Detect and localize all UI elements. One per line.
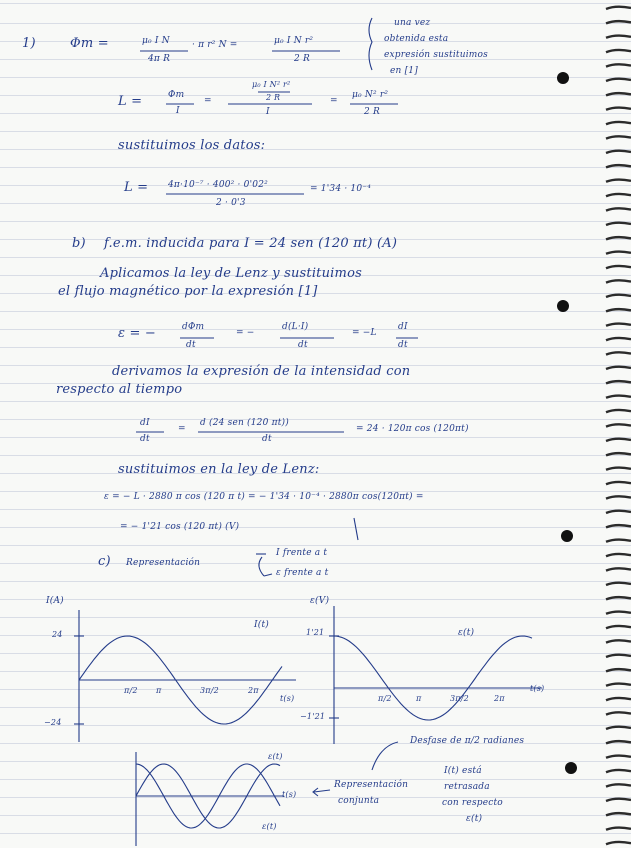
graph2-y-max: 1'21 (306, 628, 325, 637)
dIdt-f-num: d (24 sen (120 πt)) (200, 418, 289, 428)
graph2-y-label: ε(V) (310, 596, 330, 606)
desfase-note: Desfase de π/2 radianes (410, 736, 525, 746)
frac2-den: 2 R (294, 54, 310, 64)
L-frac2-num-top: μ₀ I N² r² (252, 80, 291, 89)
graph1-curve-label: I(t) (254, 620, 269, 630)
subst-lenz: sustituimos en la ley de Lenz: (118, 462, 320, 477)
graph2-x-label: t(s) (530, 684, 545, 693)
section-c-marker: c) (98, 554, 111, 569)
L-eq2: = (330, 96, 338, 106)
lag-line-2: retrasada (444, 782, 490, 792)
graph2-tick-2pi: 2π (494, 694, 505, 703)
dIdt-eq: = (178, 424, 186, 434)
eps-f1-num: dΦm (182, 322, 205, 332)
dIdt-f-den: dt (262, 434, 272, 444)
note-line-3: expresión sustituimos (384, 50, 488, 60)
brace-E: ε frente a t (276, 568, 329, 578)
L-frac2-den: I (266, 107, 270, 117)
L-frac2-num-den: 2 R (266, 93, 281, 102)
L-frac3-den: 2 R (364, 107, 380, 117)
eps-lhs: ε = − (118, 326, 157, 341)
representation-title: Representación (126, 558, 201, 568)
graph1-y-min: −24 (44, 718, 62, 727)
phi-lhs: Φm = (70, 36, 109, 51)
graph3-E-bottom: ε(t) (262, 822, 277, 831)
eps-f2-den: dt (298, 340, 308, 350)
part-b-line-1: Aplicamos la ley de Lenz y sustituimos (100, 266, 362, 281)
graph2-tick-pi: π (416, 694, 422, 703)
dIdt-num: dI (140, 418, 150, 428)
eps-f1-den: dt (186, 340, 196, 350)
lag-line-1: I(t) está (444, 766, 482, 776)
subst-text: sustituimos los datos: (118, 138, 266, 153)
note-line-1: una vez (394, 18, 431, 28)
graph1-tick-pi-2: π/2 (124, 686, 138, 695)
graph1-tick-3pi-2: 3π/2 (200, 686, 219, 695)
L-frac3-num: μ₀ N² r² (352, 90, 389, 100)
eps-eq1: = − (236, 328, 255, 338)
L-lhs: L = (118, 94, 143, 109)
section-b-marker: b) (72, 236, 86, 251)
times-pi-r2: · π r² N = (192, 40, 238, 50)
eps-eq2: = −L (352, 328, 377, 338)
graph1-y-label: I(A) (46, 596, 64, 606)
lag-line-4: ε(t) (466, 814, 483, 824)
L-frac1-den: I (176, 106, 180, 116)
lag-line-3: con respecto (442, 798, 503, 808)
L-eq: = (204, 96, 212, 106)
graph1-x-label: t(s) (280, 694, 295, 703)
L-frac1-num: Φm (168, 90, 185, 100)
L-num-frac-num: 4π·10⁻⁷ · 400² · 0'02² (168, 180, 268, 190)
eps-f3-den: dt (398, 340, 408, 350)
frac1-den: 4π R (148, 54, 171, 64)
note-line-4: en [1] (390, 66, 418, 76)
part-b-line-2: el flujo magnético por la expresión [1] (58, 284, 318, 299)
graph3-E-top: ε(t) (268, 752, 283, 761)
frac2-num: μ₀ I N r² (274, 36, 314, 46)
graph2-tick-3pi-2: 3π/2 (450, 694, 469, 703)
L-num-lhs: L = (124, 180, 149, 195)
graph1-tick-pi: π (156, 686, 162, 695)
graph2-y-min: −1'21 (300, 712, 326, 721)
L-num-result: = 1'34 · 10⁻⁴ (310, 184, 372, 194)
eps-result-line-2: = − 1'21 cos (120 πt) (V) (120, 522, 240, 532)
dIdt-result: = 24 · 120π cos (120πt) (356, 424, 469, 434)
note-line-2: obtenida esta (384, 34, 449, 44)
joint-label-1: Representación (334, 780, 409, 790)
part-b-title: f.e.m. inducida para I = 24 sen (120 πt) (A) (104, 236, 398, 251)
deriv-line-1: derivamos la expresión de la intensidad con (112, 364, 411, 379)
dIdt-den: dt (140, 434, 150, 444)
brace-I: I frente a t (276, 548, 328, 558)
graph3-t-label: t(s) (282, 790, 297, 799)
joint-label-2: conjunta (338, 796, 380, 806)
graph2-curve-label: ε(t) (458, 628, 475, 638)
eps-result-line-1: ε = − L · 2880 π cos (120 π t) = − 1'34 · 10⁻⁴ · 2880π cos(120πt) = (104, 492, 424, 502)
graph1-y-max: 24 (52, 630, 63, 639)
graph1-tick-2pi: 2π (248, 686, 259, 695)
frac1-num: μ₀ I N (142, 36, 170, 46)
L-num-frac-den: 2 · 0'3 (216, 198, 246, 208)
deriv-line-2: respecto al tiempo (56, 382, 183, 397)
section-a-marker: 1) (22, 36, 36, 51)
graph2-tick-pi-2: π/2 (378, 694, 392, 703)
eps-f3-num: dI (398, 322, 408, 332)
eps-f2-num: d(L·I) (282, 322, 309, 332)
